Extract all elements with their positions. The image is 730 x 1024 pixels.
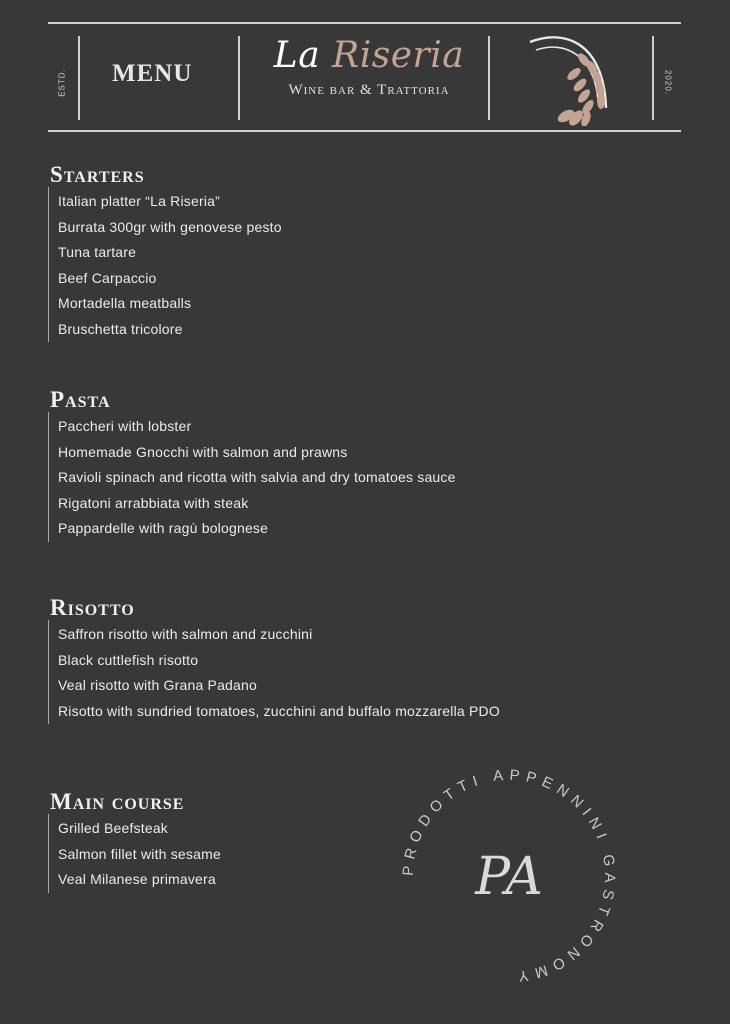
menu-item: Rigatoni arrabbiata with steak — [58, 494, 249, 511]
menu-item: Veal Milanese primavera — [58, 871, 216, 887]
brand-logo — [253, 36, 485, 99]
menu-item: Risotto with sundried tomatoes, zucchini and buffalo mozzarella PDO — [58, 702, 500, 719]
menu-item: Bruschetta tricolore — [58, 320, 183, 337]
section-title: Risotto — [50, 595, 135, 620]
menu-item: Beef Carpaccio — [58, 269, 157, 286]
header-divider — [652, 36, 654, 120]
menu-item: Grilled Beefsteak — [58, 820, 169, 836]
menu-item: Homemade Gnocchi with salmon and prawns — [58, 443, 348, 460]
menu-item: Tuna tartare — [58, 244, 137, 260]
header-bottom-rule — [48, 130, 681, 132]
menu-item: Paccheri with lobster — [58, 418, 192, 434]
menu-item: Saffron risotto with salmon and zucchini — [58, 626, 313, 642]
menu-item: Veal risotto with Grana Padano — [58, 677, 258, 693]
section-title: Starters — [50, 162, 145, 187]
seal-ring-path: PRODOTTI APPENNINI GASTRONOMY — [399, 766, 619, 986]
brand-name-first: La — [273, 35, 321, 76]
menu-items — [48, 412, 456, 542]
established-label: ESTD. — [57, 68, 67, 97]
menu-items — [48, 187, 282, 342]
menu-item: Italian platter “La Riseria” — [58, 193, 220, 209]
brand-name — [253, 36, 485, 76]
brand-name-second: Riseria — [332, 35, 465, 76]
menu-header — [48, 22, 681, 132]
section-main-course — [48, 790, 221, 893]
header-divider — [238, 36, 240, 120]
menu-item: Burrata 300gr with genovese pesto — [58, 218, 282, 235]
menu-title: MENU — [112, 60, 193, 87]
menu-item: Black cuttlefish risotto — [58, 651, 199, 668]
menu-items — [48, 814, 221, 893]
menu-item: Mortadella meatballs — [58, 295, 192, 311]
section-risotto — [48, 596, 500, 724]
section-pasta — [48, 388, 456, 542]
section-title: Main course — [50, 789, 185, 814]
header-divider — [78, 36, 80, 120]
section-title: Pasta — [50, 387, 111, 412]
menu-item: Pappardelle with ragù bolognese — [58, 520, 269, 536]
header-top-rule — [48, 22, 681, 24]
header-divider — [488, 36, 490, 120]
gastronomy-seal — [393, 760, 625, 992]
seal-monogram: PA — [475, 847, 543, 907]
year-label: 2020. — [663, 69, 673, 96]
brand-subtitle: Wine bar & Trattoria — [288, 82, 450, 98]
menu-items — [48, 620, 500, 724]
menu-item: Salmon fillet with sesame — [58, 845, 221, 862]
section-starters — [48, 163, 282, 342]
menu-item: Ravioli spinach and ricotta with salvia and dry tomatoes sauce — [58, 469, 456, 485]
wheat-icon — [526, 30, 616, 126]
